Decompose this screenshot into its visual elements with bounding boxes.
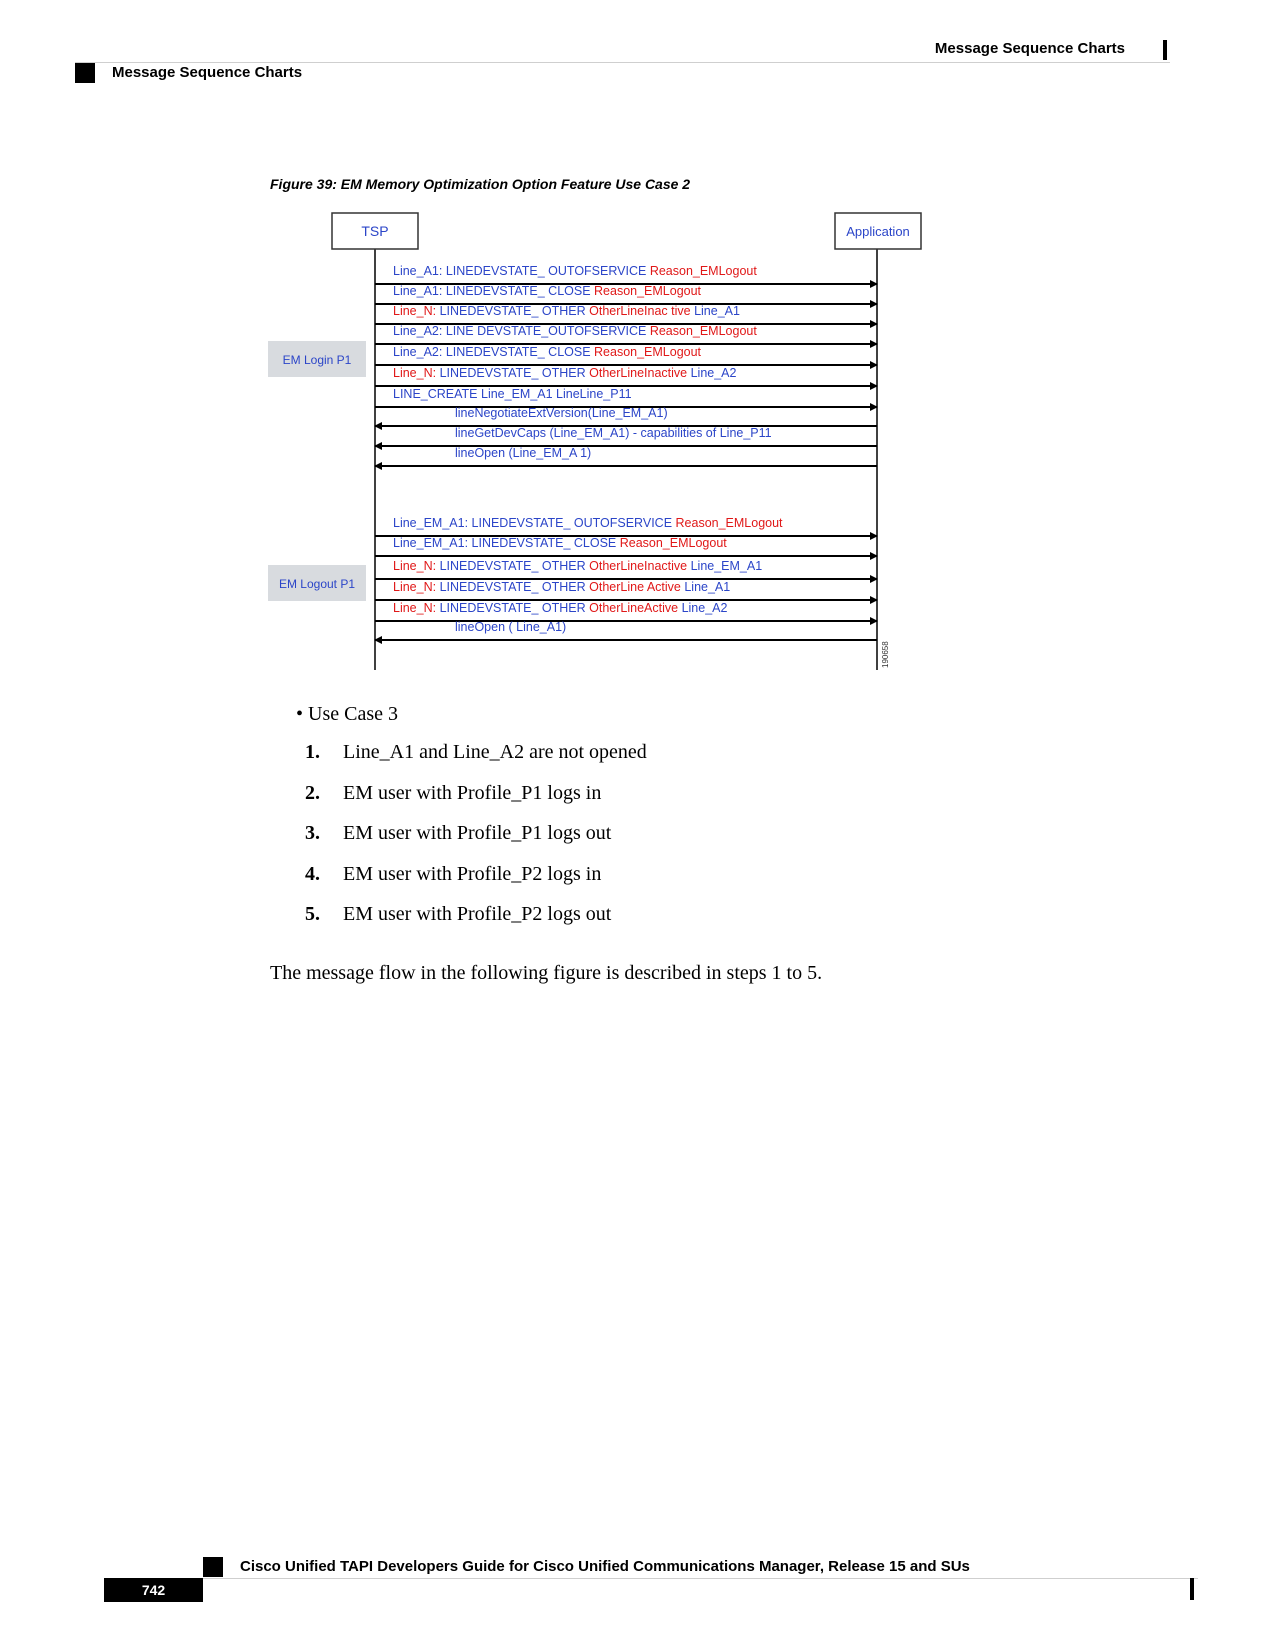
step-number: 3. [305, 822, 320, 844]
figure-caption: Figure 39: EM Memory Optimization Option Feature Use Case 2 [270, 176, 691, 192]
message-label: Line_EM_A1: LINEDEVSTATE_ CLOSE Reason_EMLogout [393, 536, 727, 550]
running-header-right: Message Sequence Charts [934, 40, 1125, 57]
message-label: lineNegotiateExtVersion(Line_EM_A1) [455, 406, 668, 420]
message-label: Line_N: LINEDEVSTATE_ OTHER OtherLineActive Line_A2 [393, 601, 728, 615]
step-text: Line_A1 and Line_A2 are not opened [343, 741, 647, 763]
header-marker-block [75, 63, 95, 83]
message-label: lineOpen ( Line_A1) [455, 620, 567, 634]
sequence-diagram [265, 210, 945, 690]
page-number: 742 [104, 1578, 203, 1602]
message-label: lineGetDevCaps (Line_EM_A1) - capabilities of Line_P11 [455, 426, 772, 440]
message-label: Line_A1: LINEDEVSTATE_ OUTOFSERVICE Reason_EMLogout [393, 264, 757, 278]
header-rule [75, 62, 1170, 63]
message-label: Line_A1: LINEDEVSTATE_ CLOSE Reason_EMLogout [393, 284, 702, 298]
footer-rule [203, 1578, 1198, 1579]
step-text: EM user with Profile_P1 logs out [343, 822, 612, 844]
message-label: Line_N: LINEDEVSTATE_ OTHER OtherLineInac tive Line_A1 [393, 304, 740, 318]
step-item [305, 822, 647, 863]
step-item [305, 782, 647, 823]
bullet-use-case-3: • Use Case 3 [296, 703, 398, 725]
header-marker-bar [1163, 40, 1167, 60]
em-login-label: EM Login P1 [282, 353, 352, 367]
step-number: 2. [305, 781, 320, 804]
step-number: 4. [305, 862, 320, 885]
footer-marker-bar [1190, 1578, 1194, 1600]
footer-book-title: Cisco Unified TAPI Developers Guide for Cisco Unified Communications Manager, Release 15 and SUs [240, 1558, 970, 1575]
step-item [305, 863, 647, 904]
message-label: Line_A2: LINE DEVSTATE_OUTOFSERVICE Reason_EMLogout [393, 324, 757, 338]
step-number: 5. [305, 903, 320, 925]
tsp-label: TSP [361, 223, 389, 239]
message-label: lineOpen (Line_EM_A 1) [455, 446, 592, 460]
message-label: LINE_CREATE Line_EM_A1 LineLine_P11 [393, 387, 632, 401]
step-text: EM user with Profile_P1 logs in [343, 781, 602, 804]
message-label: Line_N: LINEDEVSTATE_ OTHER OtherLineInactive Line_A2 [393, 366, 737, 380]
step-text: EM user with Profile_P2 logs in [343, 862, 602, 885]
step-number: 1. [305, 741, 320, 763]
message-label: Line_A2: LINEDEVSTATE_ CLOSE Reason_EMLogout [393, 345, 702, 359]
application-label: Application [846, 224, 910, 239]
figure-id: 190658 [881, 641, 890, 668]
step-item [305, 903, 647, 944]
message-label: Line_N: LINEDEVSTATE_ OTHER OtherLine Active Line_A1 [393, 580, 731, 594]
message-label: Line_N: LINEDEVSTATE_ OTHER OtherLineInactive Line_EM_A1 [393, 559, 763, 573]
step-item [305, 741, 647, 782]
running-header-left: Message Sequence Charts [112, 64, 303, 81]
message-list [375, 264, 877, 640]
step-text: EM user with Profile_P2 logs out [343, 903, 612, 925]
message-label: Line_EM_A1: LINEDEVSTATE_ OUTOFSERVICE Reason_EMLogout [393, 516, 783, 530]
em-logout-label: EM Logout P1 [278, 577, 356, 591]
footer-marker-block [203, 1557, 223, 1577]
use-case-steps [305, 741, 647, 944]
body-paragraph: The message flow in the following figure is described in steps 1 to 5. [270, 962, 823, 984]
